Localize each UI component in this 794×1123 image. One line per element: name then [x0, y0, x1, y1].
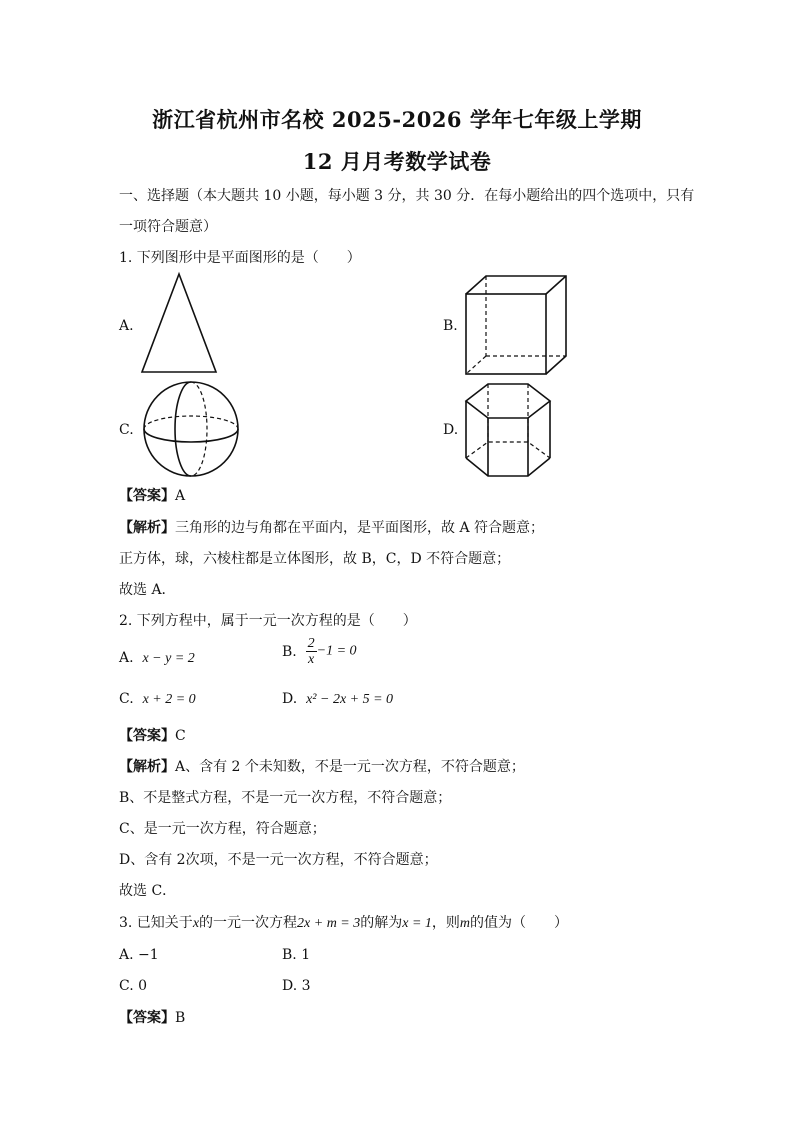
stem-text: ，则: [431, 915, 460, 931]
page-title: 浙江省杭州市名校 2025-2026 学年七年级上学期: [152, 107, 642, 132]
q1-option-c-label: C.: [119, 422, 134, 438]
option-expression: −1 = 0: [316, 643, 357, 659]
answer-label: 【答案】: [119, 488, 175, 504]
q2-analysis-line3: C、是一元一次方程，符合题意；: [119, 821, 326, 837]
analysis-label: 【解析】: [119, 759, 175, 775]
q1-option-b-label: B.: [443, 318, 458, 334]
variable-x: x: [192, 916, 200, 931]
stem-text: 3. 已知关于: [119, 915, 193, 931]
q2-option-b: [282, 636, 357, 667]
sphere-figure: [138, 380, 246, 480]
option-expression: x − y = 2: [142, 651, 195, 666]
q2-option-a: [119, 649, 195, 668]
q1-stem: 1. 下列图形中是平面图形的是（ ）: [119, 250, 361, 266]
q3-answer: [119, 1009, 185, 1027]
answer-label: 【答案】: [119, 1010, 175, 1026]
triangle-figure: [138, 270, 220, 376]
q1-option-d-label: D.: [443, 422, 459, 438]
q2-analysis-line5: 故选 C．: [119, 883, 177, 899]
q2-stem: 2. 下列方程中，属于一元一次方程的是（ ）: [119, 613, 417, 629]
q1-option-a-label: A.: [119, 318, 134, 334]
equation: 2x + m = 3: [297, 916, 361, 931]
option-label: A.: [119, 650, 134, 666]
solution: x = 1: [402, 916, 432, 931]
stem-text: 的一元一次方程: [199, 915, 298, 931]
cube-figure: [462, 272, 570, 378]
q2-analysis-line1: [119, 758, 525, 776]
option-expression: x² − 2x + 5 = 0: [306, 692, 394, 707]
answer-value: C: [175, 728, 186, 744]
q3-option-c: C. 0: [119, 978, 148, 994]
fraction-denominator: x: [308, 652, 315, 667]
page-subtitle: 12 月月考数学试卷: [302, 149, 492, 174]
stem-text: 的值为（ ）: [470, 915, 569, 931]
q3-option-a: A. −1: [119, 947, 159, 963]
analysis-text: A、含有 2 个未知数，不是一元一次方程，不符合题意；: [175, 759, 525, 775]
q3-stem: [119, 914, 568, 933]
fraction-numerator: 2: [307, 636, 315, 651]
q2-analysis-line4: D、含有 2次项，不是一元一次方程，不符合题意；: [119, 852, 438, 868]
q1-analysis-line2: 正方体，球，六棱柱都是立体图形，故 B，C，D 不符合题意；: [119, 551, 511, 567]
q1-analysis-line3: 故选 A．: [119, 582, 176, 598]
hexagonal-prism-figure: [462, 380, 554, 480]
answer-value: B: [175, 1010, 186, 1026]
q3-option-d: D. 3: [282, 978, 311, 994]
variable-m: m: [459, 916, 471, 931]
option-label: B.: [282, 643, 297, 660]
q1-analysis-line1: [119, 519, 544, 537]
q3-option-b: B. 1: [282, 947, 311, 963]
analysis-label: 【解析】: [119, 520, 175, 536]
answer-value: A: [175, 488, 186, 504]
section-heading-line1: 一、选择题（本大题共 10 小题，每小题 3 分，共 30 分．在每小题给出的四个选项中，只有: [119, 188, 695, 204]
option-label: D.: [282, 691, 298, 707]
section-heading-line2: 一项符合题意）: [119, 219, 217, 235]
q2-answer: [119, 727, 186, 745]
stem-text: 的解为: [360, 915, 403, 931]
option-label: C.: [119, 691, 134, 707]
q2-option-d: [282, 690, 393, 709]
answer-label: 【答案】: [119, 728, 175, 744]
fraction: [306, 636, 317, 667]
q2-analysis-line2: B、不是整式方程，不是一元一次方程，不符合题意；: [119, 790, 452, 806]
analysis-text: 三角形的边与角都在平面内，是平面图形，故 A 符合题意；: [175, 520, 545, 536]
q2-option-c: [119, 690, 196, 709]
option-expression: x + 2 = 0: [142, 692, 196, 707]
q1-answer: [119, 487, 185, 505]
